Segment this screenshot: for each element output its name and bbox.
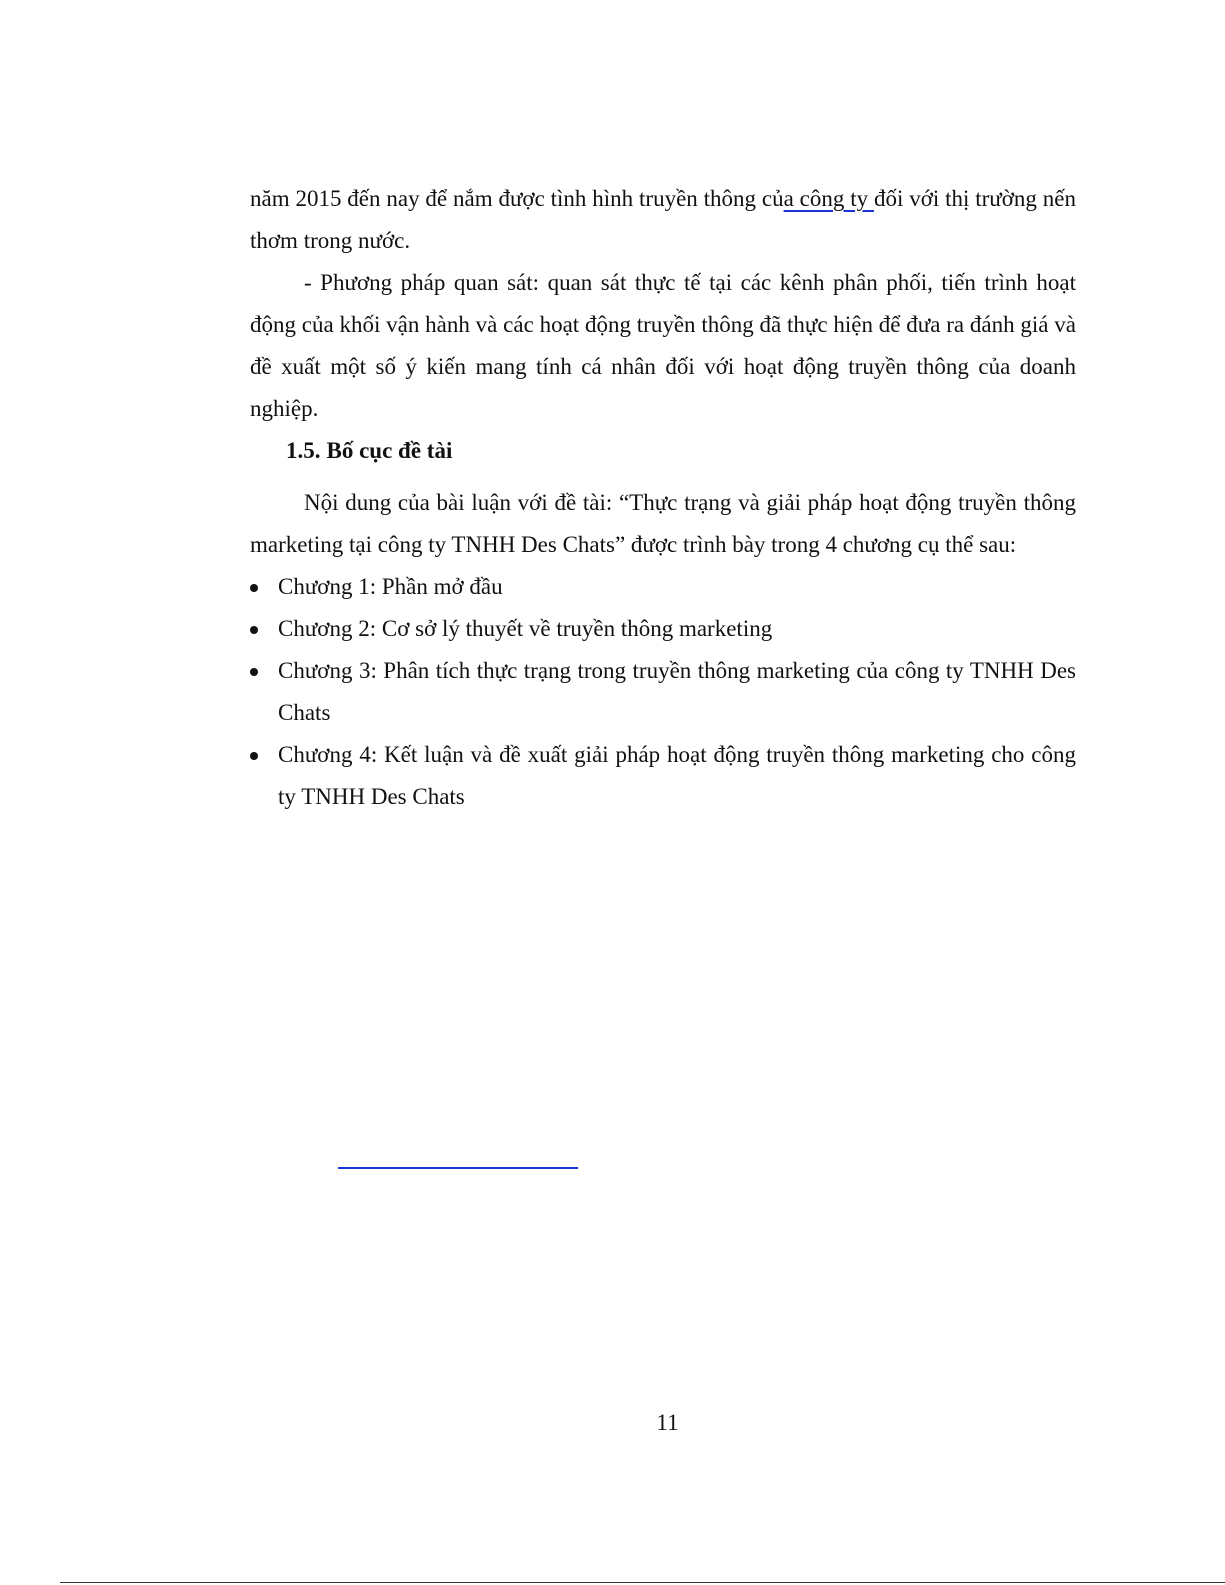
paragraph-data-collection [250, 178, 1076, 262]
section-title: Bố cục đề tài [326, 438, 453, 463]
chapter-1-label: Chương 1: Phần mở đầu [278, 574, 503, 599]
chapter-3-label: Chương 3: Phân tích thực trạng trong truyền thông marketing của công ty TNHH Des Chats [278, 658, 1076, 725]
page-content [250, 178, 1076, 818]
heading-spacer [250, 472, 1076, 482]
chapter-list [250, 566, 1076, 818]
list-item [250, 734, 1076, 818]
section-heading [250, 430, 1076, 472]
bullet-icon [250, 584, 258, 592]
bullet-icon [250, 668, 258, 676]
list-item [250, 650, 1076, 734]
bullet-icon [250, 752, 258, 760]
paragraph-1-text-after: đối với thị trường nến thơm trong nước. [250, 186, 1076, 253]
chapter-2-label: Chương 2: Cơ sở lý thuyết về truyền thông marketing [278, 616, 773, 641]
page-number: 11 [656, 1410, 679, 1435]
list-item [250, 608, 1076, 650]
chapter-4-label: Chương 4: Kết luận và đề xuất giải pháp hoạt động truyền thông marketing cho công ty TNHH Des Chats [278, 742, 1076, 809]
list-item [250, 566, 1076, 608]
page-bottom-rule [60, 1582, 1225, 1583]
paragraph-observation-method: - Phương pháp quan sát: quan sát thực tế tại các kênh phân phối, tiến trình hoạt động của khối vận hành và các hoạt động truyền thông đã thực hiện để đưa ra đánh giá và đề xuất một số ý kiến mang tính cá nhân đối với hoạt động truyền thông của doanh nghiệp. [250, 270, 1076, 421]
company-link[interactable]: a công ty [783, 186, 874, 211]
section-number: 1.5. [286, 438, 321, 463]
bullet-icon [250, 626, 258, 634]
paragraph-1-text-before: năm 2015 đến nay để nắm được tình hình truyền thông củ [250, 186, 784, 211]
paragraph-structure-intro: Nội dung của bài luận với đề tài: “Thực trạng và giải pháp hoạt động truyền thông marketing tại công ty TNHH Des Chats” được trình bày trong 4 chương cụ thể sau: [250, 490, 1076, 557]
footnote-separator-line [338, 1167, 578, 1169]
